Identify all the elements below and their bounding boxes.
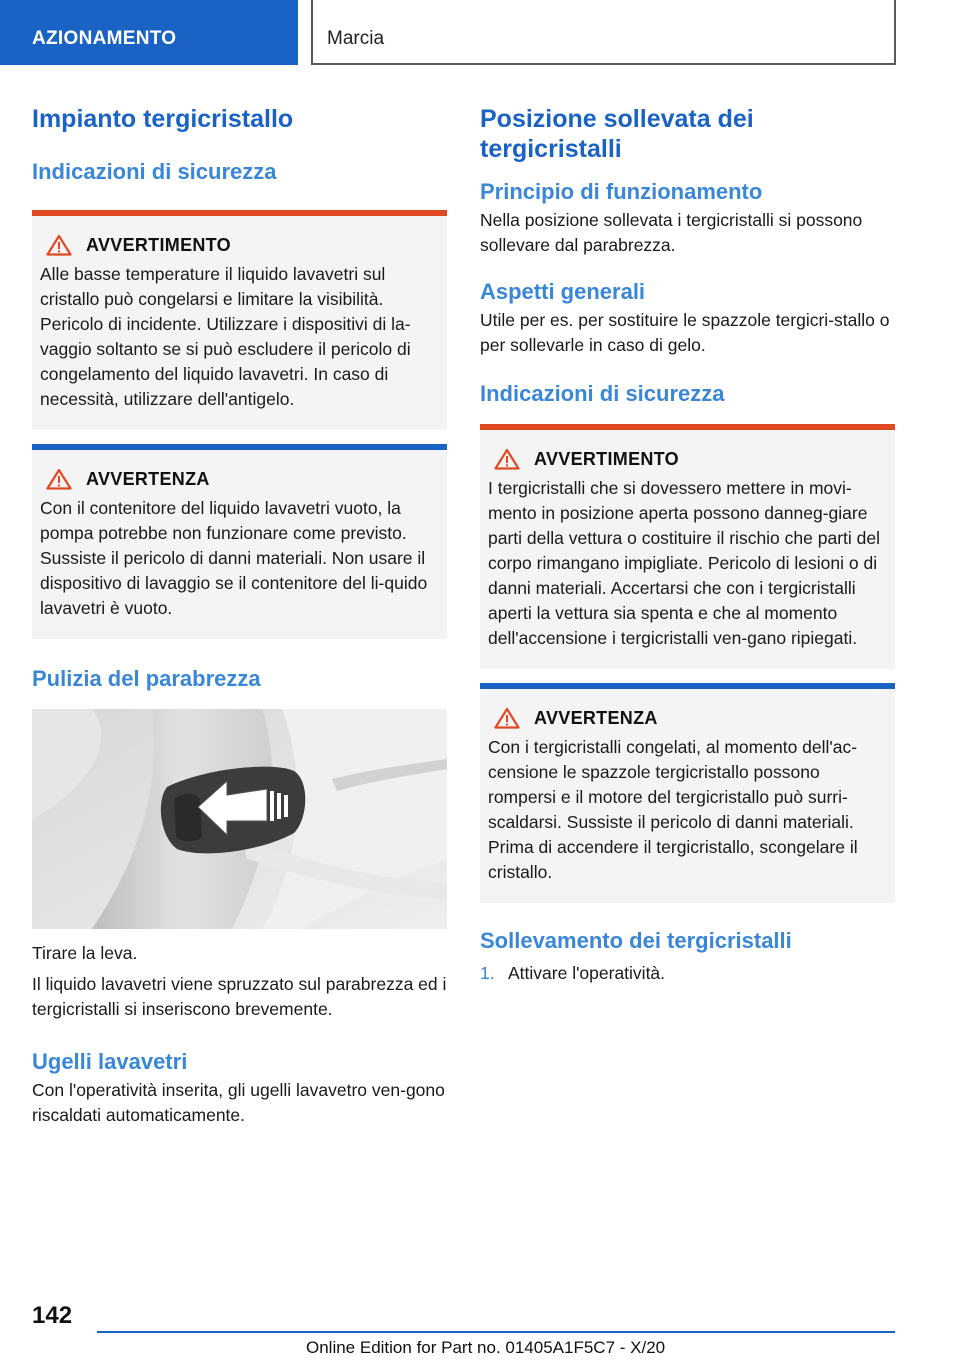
warning-triangle-icon [494,707,520,729]
footer-edition: Online Edition for Part no. 01405A1F5C7 - X/20 [306,1338,666,1357]
notice-title: AVVERTENZA [534,707,658,728]
notice-text: Con i tergicristalli congelati, al momento dell'ac-censione le spazzole tergicristallo possono rompersi e il motore del tergicristallo può surri-scaldarsi. Sussiste il pericolo di danni materiali. Prima di accendere il tergicristallo, scongelare il cristallo. [488,737,858,882]
subheading: Ugelli lavavetri [32,1049,188,1074]
warning-triangle-icon [46,468,72,490]
notice-box [32,444,447,639]
wiper-lever-illustration [32,709,447,929]
subheading: Sollevamento dei tergicristalli [480,928,792,953]
left-column [32,100,447,1128]
subheading: Indicazioni di sicurezza [32,159,277,184]
notice-title-row [488,707,887,729]
subheading: Aspetti generali [480,279,646,304]
figure-caption: Tirare la leva. [32,943,138,963]
list-item [480,961,895,986]
warning-triangle-icon [46,234,72,256]
subheading: Principio di funzionamento [480,179,763,204]
warning-title: AVVERTIMENTO [534,448,679,469]
subheading: Pulizia del parabrezza [32,666,261,691]
subheading: Indicazioni di sicurezza [480,381,725,406]
chapter-title: Marcia [327,28,385,49]
page-number: 142 [32,1302,73,1329]
warning-box [32,210,447,430]
section-heading: Impianto tergicristallo [32,105,294,133]
warning-triangle-icon [494,448,520,470]
footer-divider [97,1331,895,1333]
warning-title: AVVERTIMENTO [86,234,231,255]
chapter-tab [311,0,896,65]
notice-box [480,683,895,903]
warning-title-row [40,234,439,256]
warning-text: Alle basse temperature il liquido lavavetri sul cristallo può congelarsi e limitare la visibilità. Pericolo di incidente. Utilizzare i dispositivi di la-vaggio soltanto se si può escludere il pericolo di congelamento del liquido lavavetri. In caso di necessità, utilizzare dell'antigelo. [40,264,411,409]
warning-box [480,424,895,669]
body-text: Con l'operatività inserita, gli ugelli lavavetro ven-gono riscaldati automaticamente. [32,1080,445,1125]
step-number: 1. [480,963,495,983]
notice-text: Con il contenitore del liquido lavavetri vuoto, la pompa potrebbe non funzionare come previsto. Sussiste il pericolo di danni materiali. Non usare il dispositivo di lavaggio se il contenitore del li-quido lavavetri è vuoto. [40,498,428,618]
right-column [480,100,895,986]
warning-text: I tergicristalli che si dovessero mettere in movi-mento in posizione aperta possono danneg-giare parti della vettura o costituire il rischio che parti del corpo rimangano impigliate. Pericolo di lesioni o di danni materiali. Accertarsi che con i tergicristalli aperti la vettura sia spenta e che al momento dell'accensione i tergicristalli ven-gano ripiegati. [488,478,880,648]
notice-title-row [40,468,439,490]
section-title: AZIONAMENTO [32,28,177,49]
body-text: Utile per es. per sostituire le spazzole tergicri-stallo o per sollevarle in caso di gelo. [480,310,890,355]
warning-title-row [488,448,887,470]
figure-description: Il liquido lavavetri viene spruzzato sul parabrezza ed i tergicristalli si inseriscono brevemente. [32,974,447,1019]
section-heading: Posizione sollevata dei tergicristalli [480,105,754,163]
section-tab [0,0,298,65]
notice-title: AVVERTENZA [86,468,210,489]
body-text: Nella posizione sollevata i tergicristalli si possono sollevare dal parabrezza. [480,210,863,255]
step-text: Attivare l'operatività. [508,963,666,983]
steps-list [480,961,895,986]
